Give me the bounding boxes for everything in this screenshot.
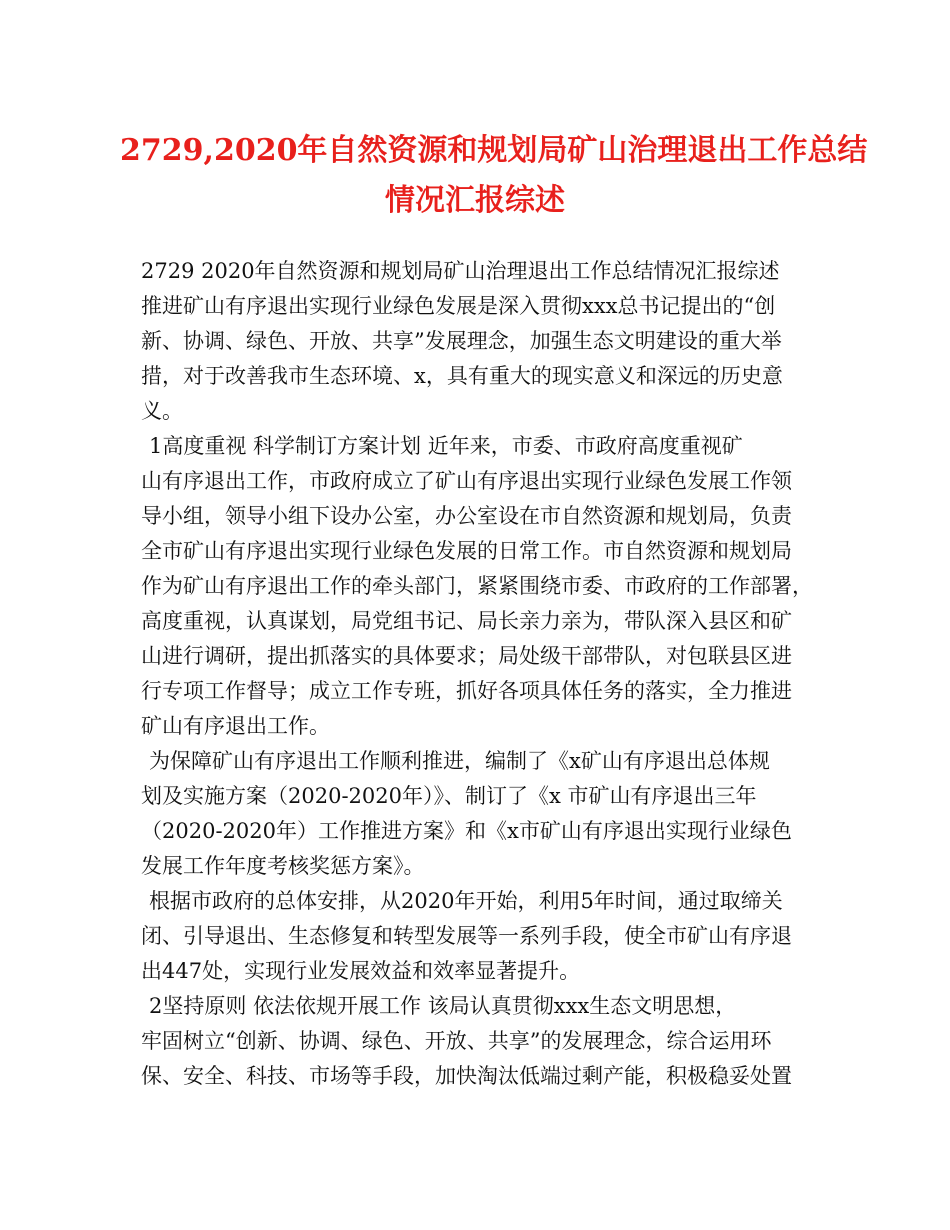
document-title <box>120 126 868 226</box>
body-text-line: 闭、引导退出、生态修复和转型发展等一系列手段，使全市矿山有序退 <box>141 924 792 948</box>
body-text-line: 1高度重视 科学制订方案计划 近年来，市委、市政府高度重视矿 <box>149 434 743 458</box>
body-text-line: 保、安全、科技、市场等手段，加快淘汰低端过剩产能，积极稳妥处置 <box>141 1064 792 1088</box>
title-line-2: 情况汇报综述 <box>385 183 565 218</box>
body-text-line: 作为矿山有序退出工作的牵头部门，紧紧围绕市委、市政府的工作部署， <box>141 574 813 598</box>
title-line-1: 2729,2020年自然资源和规划局矿山治理退出工作总结 <box>120 133 868 168</box>
body-text-line: （2020-2020年）工作推进方案》和《x市矿山有序退出实现行业绿色 <box>141 819 792 843</box>
body-text-line: 全市矿山有序退出实现行业绿色发展的日常工作。市自然资源和规划局 <box>141 539 792 563</box>
body-text-line: 牢固树立“创新、协调、绿色、开放、共享”的发展理念，综合运用环 <box>141 1029 772 1053</box>
document-body <box>141 254 831 1094</box>
body-text-line: 新、协调、绿色、开放、共享”发展理念，加强生态文明建设的重大举 <box>141 329 782 353</box>
body-text-line: 发展工作年度考核奖惩方案》。 <box>141 854 425 878</box>
body-text-line: 义。 <box>141 399 183 423</box>
body-text-line: 划及实施方案（2020-2020年）》、制订了《x 市矿山有序退出三年 <box>141 784 757 808</box>
body-text-line: 推进矿山有序退出实现行业绿色发展是深入贯彻xxx总书记提出的“创 <box>141 294 776 318</box>
body-text-line: 为保障矿山有序退出工作顺利推进，编制了《x矿山有序退出总体规 <box>149 749 770 773</box>
body-text-line: 矿山有序退出工作。 <box>141 714 330 738</box>
body-text-line: 出447处，实现行业发展效益和效率显著提升。 <box>141 959 581 983</box>
body-text-line: 行专项工作督导；成立工作专班，抓好各项具体任务的落实，全力推进 <box>141 679 792 703</box>
body-text-line: 导小组，领导小组下设办公室，办公室设在市自然资源和规划局，负责 <box>141 504 792 528</box>
body-text-line: 山进行调研，提出抓落实的具体要求；局处级干部带队，对包联县区进 <box>141 644 792 668</box>
body-text-line: 山有序退出工作，市政府成立了矿山有序退出实现行业绿色发展工作领 <box>141 469 792 493</box>
body-text-line: 2坚持原则 依法依规开展工作 该局认真贯彻xxx生态文明思想， <box>149 994 737 1018</box>
body-text-line: 2729 2020年自然资源和规划局矿山治理退出工作总结情况汇报综述 <box>141 259 780 283</box>
body-text-line: 高度重视，认真谋划，局党组书记、局长亲力亲为，带队深入县区和矿 <box>141 609 792 633</box>
body-text-line: 根据市政府的总体安排，从2020年开始，利用5年时间，通过取缔关 <box>149 889 783 913</box>
body-text-line: 措，对于改善我市生态环境、x，具有重大的现实意义和深远的历史意 <box>141 364 783 388</box>
